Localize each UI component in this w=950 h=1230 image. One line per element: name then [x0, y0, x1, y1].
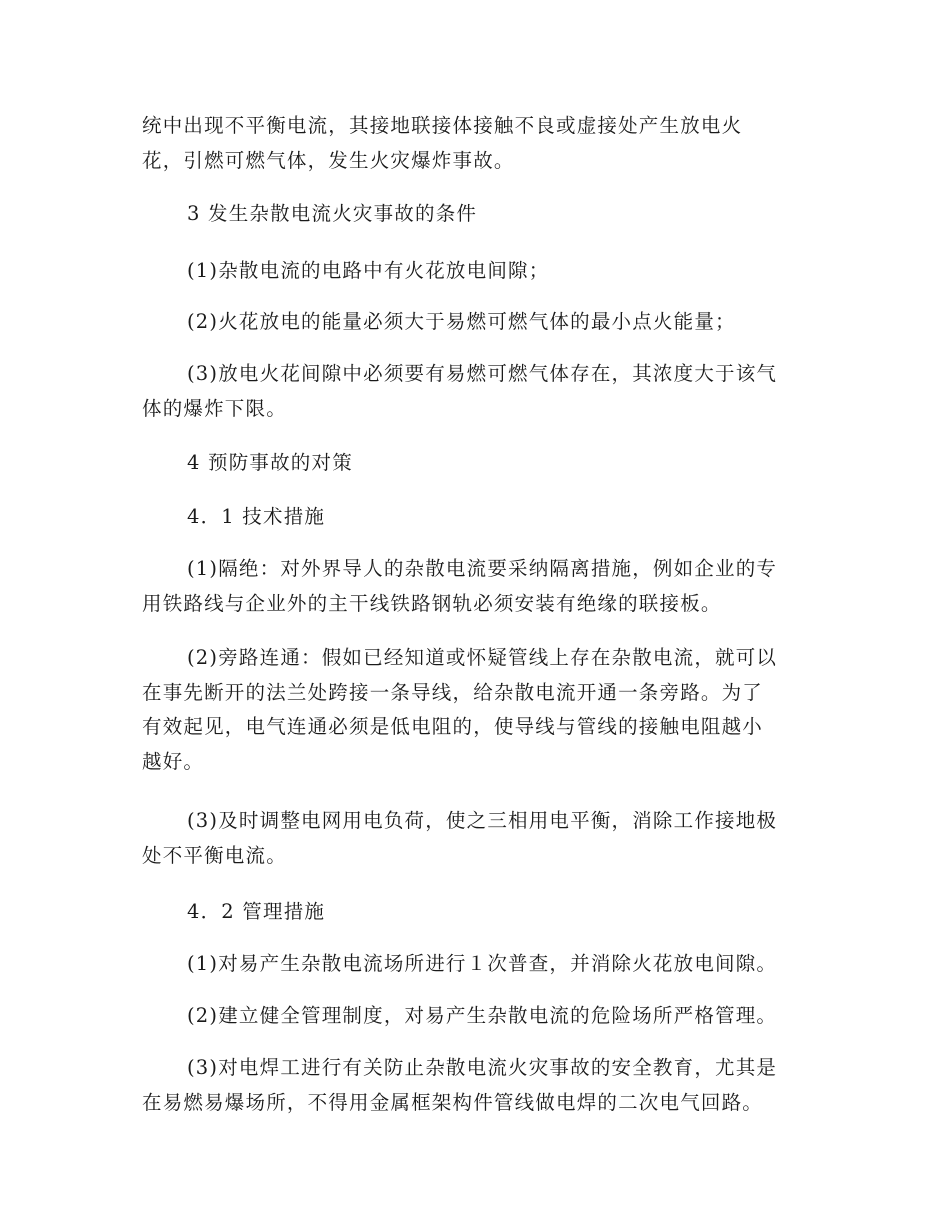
- management-measure-3: [142, 1051, 812, 1120]
- text-line: 体的爆炸下限。: [142, 396, 287, 420]
- text-line: (3)对电焊工进行有关防止杂散电流火灾事故的安全教育，尤其是: [187, 1056, 778, 1079]
- technical-measure-1: [142, 552, 812, 621]
- text-line: (1)隔绝：对外界导人的杂散电流要采纳隔离措施，例如企业的专: [187, 557, 778, 580]
- management-measure-1: [142, 947, 812, 982]
- text-line: (1)对易产生杂散电流场所进行１次普查，并消除火花放电间隙。: [187, 952, 778, 975]
- technical-measure-3: [142, 804, 812, 873]
- condition-item-3: [142, 357, 812, 426]
- management-measure-2: [142, 999, 812, 1034]
- text-line: (1)杂散电流的电路中有火花放电间隙；: [187, 259, 550, 282]
- text-line: 在易燃易爆场所，不得用金属框架构件管线做电焊的二次电气回路。: [142, 1090, 764, 1114]
- section-4-heading: [142, 446, 857, 481]
- text-line: 有效起见，电气连通必须是低电阻的，使导线与管线的接触电阻越小: [142, 715, 764, 738]
- section-3-heading: [142, 197, 857, 232]
- subsection-4-2-heading: [142, 895, 857, 930]
- text-line: 统中出现不平衡电流，其接地联接体接触不良或虚接处产生放电火: [142, 114, 743, 137]
- condition-item-1: [142, 254, 812, 289]
- text-line: 在事先断开的法兰处跨接一条导线，给杂散电流开通一条旁路。为了: [142, 680, 764, 704]
- text-line: (2)建立健全管理制度，对易产生杂散电流的危险场所严格管理。: [187, 1004, 778, 1027]
- subsection-4-1-heading: [142, 500, 857, 535]
- technical-measure-2: [142, 641, 812, 779]
- condition-item-2: [142, 305, 812, 340]
- heading-text: 3 发生杂散电流火灾事故的条件: [187, 202, 478, 225]
- text-line: (3)放电火花间隙中必须要有易燃可燃气体存在，其浓度大于该气: [187, 362, 778, 385]
- text-line: 越好。: [142, 749, 205, 773]
- heading-text: 4．2 管理措施: [187, 900, 326, 923]
- heading-text: 4．1 技术措施: [187, 505, 326, 528]
- heading-text: 4 预防事故的对策: [187, 451, 353, 474]
- text-line: (3)及时调整电网用电负荷，使之三相用电平衡，消除工作接地极: [187, 809, 778, 832]
- text-line: 处不平衡电流。: [142, 843, 287, 867]
- text-line: 用铁路线与企业外的主干线铁路钢轨必须安装有绝缘的联接板。: [142, 591, 722, 615]
- text-line: (2)火花放电的能量必须大于易燃可燃气体的最小点火能量；: [187, 310, 736, 333]
- text-line: (2)旁路连通：假如已经知道或怀疑管线上存在杂散电流，就可以: [187, 646, 778, 669]
- paragraph-continuation: [142, 109, 812, 178]
- text-line: 花，引燃可燃气体，发生火灾爆炸事故。: [142, 148, 515, 172]
